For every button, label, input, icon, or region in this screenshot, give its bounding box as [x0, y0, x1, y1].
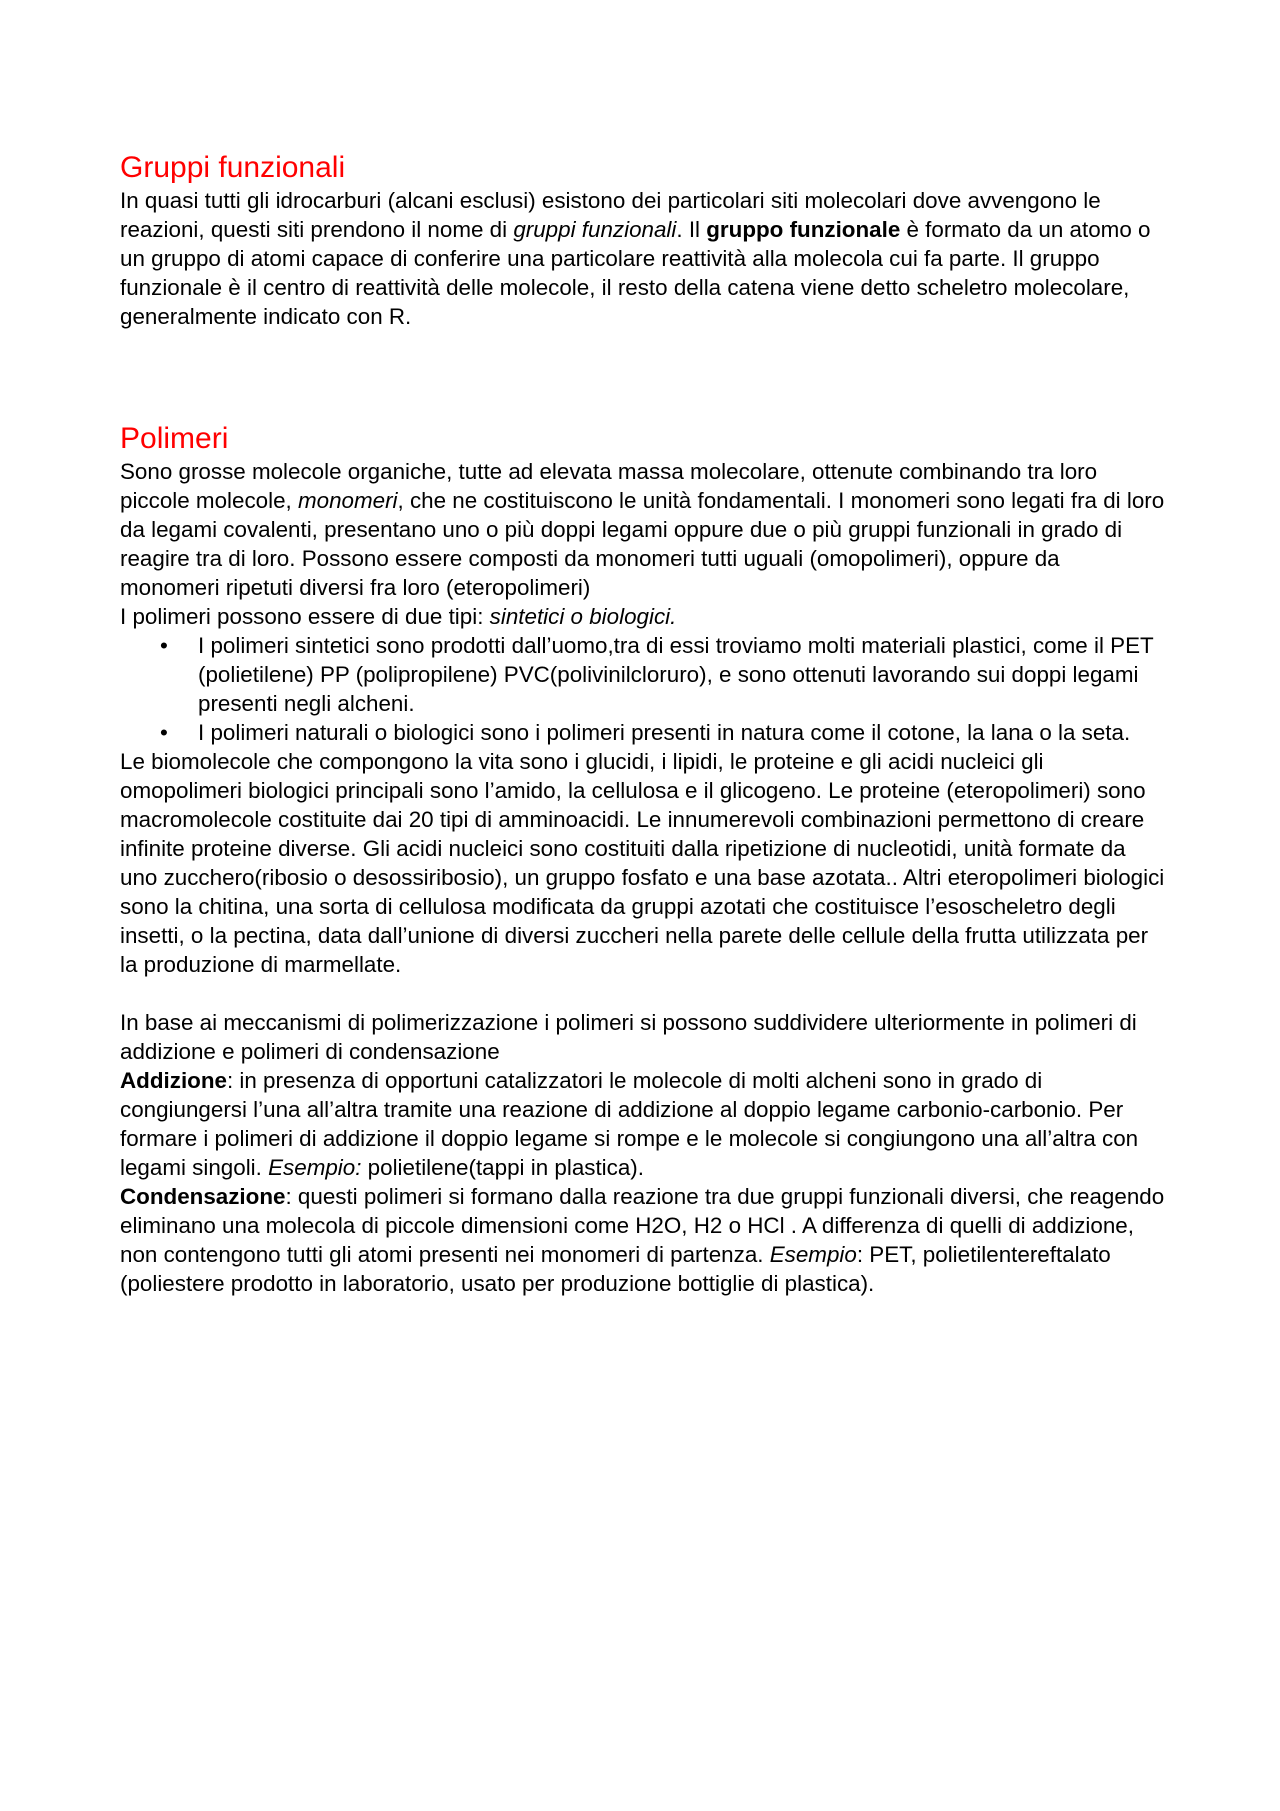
text-run: , che ne costituiscono le unità fondamentali. I monomeri sono legati fra di loro da legami covalenti, presentano uno o più doppi legami oppure due o più gruppi funzionali in grado di reagire tra di loro. Possono essere composti da monomeri tutti uguali (omopolimeri), oppure da monomeri ripetuti diversi fra loro (eteropolimeri) — [120, 488, 1165, 600]
spacer — [120, 331, 1165, 421]
italic-term: Esempio: — [268, 1155, 362, 1180]
paragraph-biomolecole: Le biomolecole che compongono la vita sono i glucidi, i lipidi, le proteine e gli acidi nucleici gli omopolimeri biologici principali sono l’amido, la cellulosa e il glicogeno. Le proteine (eteropolimeri) sono macromolecole costituite dai 20 tipi di amminoacidi. Le innumerevoli combinazioni permettono di creare infinite proteine diverse. Gli acidi nucleici sono costituiti dalla ripetizione di nucleotidi, unità formate da uno zucchero(ribosio o desossiribosio), un gruppo fosfato e una base azotata.. Altri eteropolimeri biologici sono la chitina, una sorta di cellulosa modificata da gruppi azotati che costituisce l’esoscheletro degli insetti, o la pectina, data dall’unione di diversi zuccheri nella parete delle cellule della frutta utilizzata per la produzione di marmellate. — [120, 749, 1165, 977]
list-item — [120, 718, 1165, 747]
heading-polimeri: Polimeri — [120, 422, 229, 455]
heading-gruppi-funzionali: Gruppi funzionali — [120, 151, 346, 184]
paragraph-meccanismi: In base ai meccanismi di polimerizzazione i polimeri si possono suddividere ulteriormente in polimeri di addizione e polimeri di condensazione — [120, 1010, 1137, 1064]
italic-term: Esempio — [769, 1242, 857, 1267]
bullet-icon: • — [160, 720, 168, 745]
list-item — [120, 631, 1165, 718]
paragraph-condensazione — [120, 1182, 1165, 1298]
italic-term: sintetici o biologici. — [489, 604, 677, 629]
bold-term: Addizione — [120, 1068, 227, 1093]
text-run: : in presenza di opportuni catalizzatori le molecole di molti alcheni sono in grado di congiungersi l’una all’altra tramite una reazione di addizione al doppio legame carbonio-carbonio. Per formare i polimeri di addizione il doppio legame si rompe e le molecole si congiungono una all’altra con legami singoli. — [120, 1068, 1139, 1180]
paragraph-polimeri-tipi — [120, 602, 1165, 631]
bold-term: Condensazione — [120, 1184, 286, 1209]
text-run: polietilene(tappi in plastica). — [361, 1155, 644, 1180]
text-run: : PET, polietilentereftalato (poliestere prodotto in laboratorio, usato per produzione bottiglie di plastica). — [120, 1242, 1111, 1296]
spacer — [120, 979, 1165, 1008]
document-page — [120, 150, 1165, 1298]
list-item-text: I polimeri naturali o biologici sono i polimeri presenti in natura come il cotone, la lana o la seta. — [198, 720, 1131, 745]
text-run: : questi polimeri si formano dalla reazione tra due gruppi funzionali diversi, che reagendo eliminano una molecola di piccole dimensioni come H2O, H2 o HCl . A differenza di quelli di addizione, non contengono tutti gli atomi presenti nei monomeri di partenza. — [120, 1184, 1165, 1267]
paragraph-addizione — [120, 1066, 1165, 1182]
italic-term: gruppi funzionali — [513, 217, 677, 242]
bullet-icon: • — [160, 633, 168, 658]
text-run: Sono grosse molecole organiche, tutte ad elevata massa molecolare, ottenute combinando tra loro piccole molecole, — [120, 459, 1098, 513]
bold-term: gruppo funzionale — [706, 217, 901, 242]
text-run: I polimeri possono essere di due tipi: — [120, 604, 490, 629]
text-run: In quasi tutti gli idrocarburi (alcani esclusi) esistono dei particolari siti molecolari dove avvengono le reazioni, questi siti prendono il nome di — [120, 188, 1101, 242]
bullet-list — [120, 631, 1165, 747]
text-run: . Il — [676, 217, 707, 242]
paragraph-gruppi-funzionali — [120, 186, 1165, 331]
paragraph-polimeri-intro — [120, 457, 1165, 602]
text-run: è formato da un atomo o un gruppo di atomi capace di conferire una particolare reattività alla molecola cui fa parte. Il gruppo funzionale è il centro di reattività delle molecole, il resto della catena viene detto scheletro molecolare, generalmente indicato con R. — [120, 217, 1151, 329]
italic-term: monomeri — [297, 488, 398, 513]
list-item-text: I polimeri sintetici sono prodotti dall’uomo,tra di essi troviamo molti materiali plastici, come il PET (polietilene) PP (polipropilene) PVC(polivinilcloruro), e sono ottenuti lavorando sui doppi legami presenti negli alcheni. — [198, 633, 1154, 716]
